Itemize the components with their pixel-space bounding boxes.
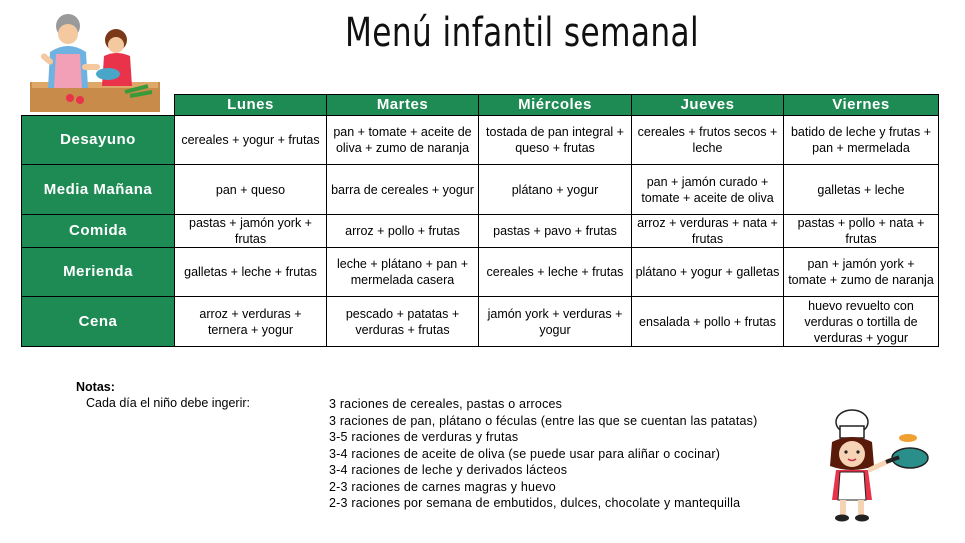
menu-cell: pastas + pavo + frutas — [479, 215, 632, 248]
menu-cell: pastas + pollo + nata + frutas — [784, 215, 939, 248]
day-header-monday: Lunes — [175, 95, 327, 116]
list-item: 3-4 raciones de leche y derivados lácteos — [329, 463, 568, 477]
menu-cell: pescado + patatas + verduras + frutas — [327, 297, 479, 347]
table-row — [22, 248, 939, 297]
menu-cell: pan + tomate + aceite de oliva + zumo de naranja — [327, 116, 479, 165]
menu-cell: huevo revuelto con verduras o tortilla de verduras + yogur — [784, 297, 939, 347]
weekly-menu-table — [21, 94, 939, 347]
menu-cell: jamón york + verduras + yogur — [479, 297, 632, 347]
header-corner — [22, 95, 175, 116]
day-header-thursday: Jueves — [632, 95, 784, 116]
menu-cell: cereales + frutos secos + leche — [632, 116, 784, 165]
menu-cell: pan + jamón york + tomate + zumo de naranja — [784, 248, 939, 297]
day-header-friday: Viernes — [784, 95, 939, 116]
table-row — [22, 297, 939, 347]
menu-cell: galletas + leche + frutas — [175, 248, 327, 297]
list-item: 2-3 raciones por semana de embutidos, dulces, chocolate y mantequilla — [329, 496, 741, 510]
menu-cell: arroz + verduras + ternera + yogur — [175, 297, 327, 347]
menu-cell: plátano + yogur + galletas — [632, 248, 784, 297]
day-header-wednesday: Miércoles — [479, 95, 632, 116]
menu-cell: pan + jamón curado + tomate + aceite de oliva — [632, 165, 784, 215]
notes-intro: Cada día el niño debe ingerir: — [86, 396, 251, 410]
list-item: 3-5 raciones de verduras y frutas — [329, 430, 519, 444]
menu-cell: barra de cereales + yogur — [327, 165, 479, 215]
meal-label: Media Mañana — [22, 165, 175, 215]
day-header-tuesday: Martes — [327, 95, 479, 116]
menu-cell: ensalada + pollo + frutas — [632, 297, 784, 347]
table-row — [22, 165, 939, 215]
notes-label: Notas: — [76, 380, 115, 394]
list-item: 3 raciones de cereales, pastas o arroces — [329, 397, 563, 411]
menu-cell: pan + queso — [175, 165, 327, 215]
menu-cell: pastas + jamón york + frutas — [175, 215, 327, 248]
table-row — [22, 215, 939, 248]
menu-cell: leche + plátano + pan + mermelada casera — [327, 248, 479, 297]
meal-label: Comida — [22, 215, 175, 248]
list-item: 3-4 raciones de aceite de oliva (se puede usar para aliñar o cocinar) — [329, 446, 721, 461]
notes-list — [329, 396, 757, 512]
meal-label: Desayuno — [22, 116, 175, 165]
menu-cell: galletas + leche — [784, 165, 939, 215]
chef-girl-clipart-image — [822, 408, 932, 523]
menu-cell: plátano + yogur — [479, 165, 632, 215]
table-row — [22, 116, 939, 165]
table-header-row — [22, 95, 939, 116]
menu-cell: tostada de pan integral + queso + frutas — [479, 116, 632, 165]
meal-label: Merienda — [22, 248, 175, 297]
menu-cell: cereales + leche + frutas — [479, 248, 632, 297]
menu-cell: arroz + pollo + frutas — [327, 215, 479, 248]
list-item: 2-3 raciones de carnes magras y huevo — [329, 479, 556, 494]
menu-cell: arroz + verduras + nata + frutas — [632, 215, 784, 248]
page-title: Menú infantil semanal — [345, 10, 700, 56]
menu-cell: batido de leche y frutas + pan + mermelada — [784, 116, 939, 165]
menu-cell: cereales + yogur + frutas — [175, 116, 327, 165]
list-item: 3 raciones de pan, plátano o féculas (entre las que se cuentan las patatas) — [329, 413, 758, 428]
meal-label: Cena — [22, 297, 175, 347]
